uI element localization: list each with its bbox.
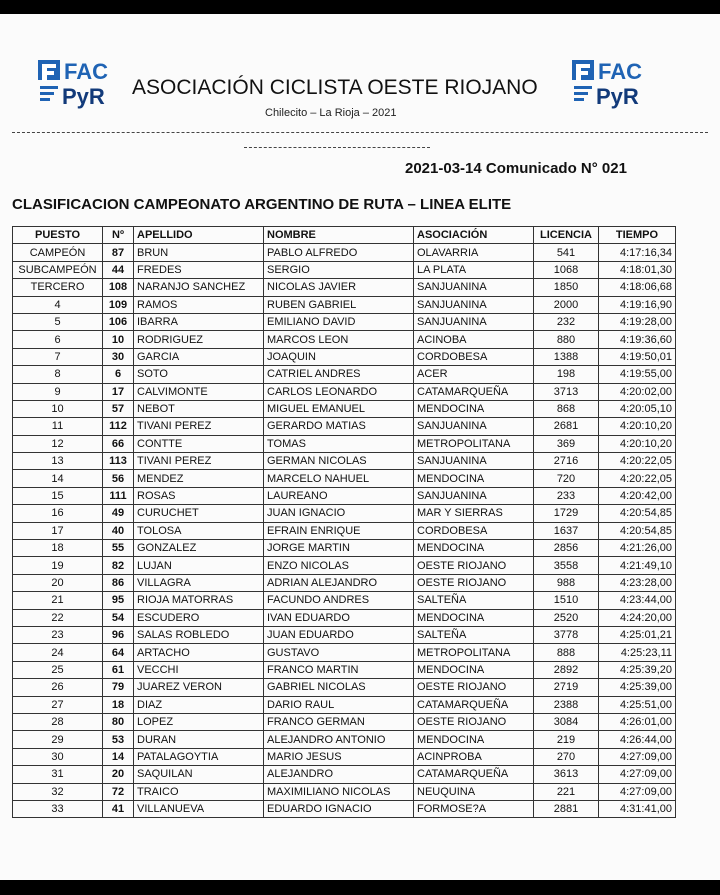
licencia-cell: 988	[534, 574, 599, 591]
tiempo-cell: 4:18:01,30	[599, 261, 676, 278]
puesto-cell: 29	[13, 731, 103, 748]
puesto-cell: 21	[13, 592, 103, 609]
nombre-cell: IVAN EDUARDO	[264, 609, 414, 626]
table-row	[13, 661, 676, 678]
asociacion-cell: CORDOBESA	[414, 348, 534, 365]
licencia-cell: 720	[534, 470, 599, 487]
tiempo-cell: 4:20:02,00	[599, 383, 676, 400]
table-row	[13, 679, 676, 696]
apellido-cell: NEBOT	[134, 400, 264, 417]
numero-cell: 86	[103, 574, 134, 591]
logo-top-text: FAC	[64, 59, 108, 84]
nombre-cell: GUSTAVO	[264, 644, 414, 661]
apellido-cell: LUJAN	[134, 557, 264, 574]
table-row	[13, 713, 676, 730]
licencia-cell: 2681	[534, 418, 599, 435]
licencia-cell: 3558	[534, 557, 599, 574]
licencia-cell: 221	[534, 783, 599, 800]
divider-line-short	[244, 147, 430, 148]
tiempo-cell: 4:25:39,00	[599, 679, 676, 696]
fac-pyr-logo-left	[36, 52, 126, 110]
puesto-cell: 11	[13, 418, 103, 435]
licencia-cell: 3778	[534, 626, 599, 643]
table-row	[13, 696, 676, 713]
apellido-cell: CALVIMONTE	[134, 383, 264, 400]
licencia-cell: 541	[534, 244, 599, 261]
asociacion-cell: ACINOBA	[414, 331, 534, 348]
apellido-cell: VECCHI	[134, 661, 264, 678]
numero-cell: 55	[103, 540, 134, 557]
asociacion-cell: ACER	[414, 366, 534, 383]
licencia-cell: 2388	[534, 696, 599, 713]
tiempo-cell: 4:27:09,00	[599, 748, 676, 765]
table-row	[13, 418, 676, 435]
nombre-cell: GERARDO MATIAS	[264, 418, 414, 435]
table-row	[13, 800, 676, 817]
apellido-cell: IBARRA	[134, 313, 264, 330]
nombre-cell: MARIO JESUS	[264, 748, 414, 765]
asociacion-cell: MENDOCINA	[414, 731, 534, 748]
numero-cell: 109	[103, 296, 134, 313]
licencia-cell: 3084	[534, 713, 599, 730]
tiempo-cell: 4:23:28,00	[599, 574, 676, 591]
numero-cell: 112	[103, 418, 134, 435]
numero-cell: 111	[103, 487, 134, 504]
licencia-cell: 888	[534, 644, 599, 661]
puesto-cell: 33	[13, 800, 103, 817]
table-row	[13, 731, 676, 748]
table-row	[13, 540, 676, 557]
apellido-cell: VILLANUEVA	[134, 800, 264, 817]
logo-bottom-text: PyR	[596, 84, 639, 109]
nombre-cell: CATRIEL ANDRES	[264, 366, 414, 383]
table-row	[13, 313, 676, 330]
table-row	[13, 505, 676, 522]
numero-cell: 20	[103, 766, 134, 783]
tiempo-cell: 4:25:23,11	[599, 644, 676, 661]
licencia-cell: 1068	[534, 261, 599, 278]
puesto-cell: 32	[13, 783, 103, 800]
numero-cell: 14	[103, 748, 134, 765]
apellido-cell: DURAN	[134, 731, 264, 748]
comunicado-number: 2021-03-14 Comunicado N° 021	[405, 160, 627, 177]
apellido-cell: JUAREZ VERON	[134, 679, 264, 696]
asociacion-cell: SANJUANINA	[414, 296, 534, 313]
numero-cell: 82	[103, 557, 134, 574]
apellido-cell: RAMOS	[134, 296, 264, 313]
puesto-cell: CAMPEÓN	[13, 244, 103, 261]
nombre-cell: GABRIEL NICOLAS	[264, 679, 414, 696]
licencia-cell: 219	[534, 731, 599, 748]
licencia-cell: 198	[534, 366, 599, 383]
licencia-cell: 270	[534, 748, 599, 765]
tiempo-cell: 4:20:42,00	[599, 487, 676, 504]
licencia-cell: 2520	[534, 609, 599, 626]
table-row	[13, 574, 676, 591]
apellido-cell: ARTACHO	[134, 644, 264, 661]
classification-heading: CLASIFICACION CAMPEONATO ARGENTINO DE RUTA – LINEA ELITE	[12, 196, 512, 213]
nombre-cell: FACUNDO ANDRES	[264, 592, 414, 609]
col-header-numero: Nº	[103, 227, 134, 244]
apellido-cell: TOLOSA	[134, 522, 264, 539]
tiempo-cell: 4:27:09,00	[599, 766, 676, 783]
document-page	[0, 14, 720, 880]
nombre-cell: JOAQUIN	[264, 348, 414, 365]
asociacion-cell: NEUQUINA	[414, 783, 534, 800]
licencia-cell: 1510	[534, 592, 599, 609]
numero-cell: 64	[103, 644, 134, 661]
puesto-cell: 16	[13, 505, 103, 522]
tiempo-cell: 4:25:51,00	[599, 696, 676, 713]
puesto-cell: 28	[13, 713, 103, 730]
asociacion-cell: SANJUANINA	[414, 279, 534, 296]
apellido-cell: ESCUDERO	[134, 609, 264, 626]
table-row	[13, 453, 676, 470]
col-header-licencia: LICENCIA	[534, 227, 599, 244]
apellido-cell: SALAS ROBLEDO	[134, 626, 264, 643]
numero-cell: 30	[103, 348, 134, 365]
numero-cell: 6	[103, 366, 134, 383]
table-row	[13, 487, 676, 504]
results-table	[12, 226, 676, 818]
puesto-cell: 13	[13, 453, 103, 470]
numero-cell: 57	[103, 400, 134, 417]
numero-cell: 108	[103, 279, 134, 296]
nombre-cell: ALEJANDRO	[264, 766, 414, 783]
puesto-cell: 5	[13, 313, 103, 330]
tiempo-cell: 4:18:06,68	[599, 279, 676, 296]
licencia-cell: 2856	[534, 540, 599, 557]
puesto-cell: 31	[13, 766, 103, 783]
asociacion-cell: CATAMARQUEÑA	[414, 766, 534, 783]
table-row	[13, 383, 676, 400]
nombre-cell: TOMAS	[264, 435, 414, 452]
apellido-cell: PATALAGOYTIA	[134, 748, 264, 765]
licencia-cell: 3713	[534, 383, 599, 400]
numero-cell: 10	[103, 331, 134, 348]
tiempo-cell: 4:21:26,00	[599, 540, 676, 557]
puesto-cell: 26	[13, 679, 103, 696]
puesto-cell: 19	[13, 557, 103, 574]
nombre-cell: GERMAN NICOLAS	[264, 453, 414, 470]
licencia-cell: 2892	[534, 661, 599, 678]
numero-cell: 54	[103, 609, 134, 626]
table-row	[13, 626, 676, 643]
tiempo-cell: 4:26:01,00	[599, 713, 676, 730]
apellido-cell: TIVANI PEREZ	[134, 453, 264, 470]
licencia-cell: 2716	[534, 453, 599, 470]
puesto-cell: 25	[13, 661, 103, 678]
nombre-cell: MARCELO NAHUEL	[264, 470, 414, 487]
numero-cell: 87	[103, 244, 134, 261]
table-row	[13, 609, 676, 626]
asociacion-cell: CATAMARQUEÑA	[414, 383, 534, 400]
asociacion-cell: MENDOCINA	[414, 661, 534, 678]
nombre-cell: MAXIMILIANO NICOLAS	[264, 783, 414, 800]
apellido-cell: CURUCHET	[134, 505, 264, 522]
apellido-cell: FREDES	[134, 261, 264, 278]
puesto-cell: 4	[13, 296, 103, 313]
puesto-cell: 20	[13, 574, 103, 591]
apellido-cell: GONZALEZ	[134, 540, 264, 557]
licencia-cell: 2000	[534, 296, 599, 313]
asociacion-cell: OESTE RIOJANO	[414, 679, 534, 696]
apellido-cell: BRUN	[134, 244, 264, 261]
tiempo-cell: 4:19:55,00	[599, 366, 676, 383]
licencia-cell: 1388	[534, 348, 599, 365]
tiempo-cell: 4:20:22,05	[599, 470, 676, 487]
licencia-cell: 232	[534, 313, 599, 330]
apellido-cell: SOTO	[134, 366, 264, 383]
tiempo-cell: 4:20:10,20	[599, 418, 676, 435]
table-row	[13, 766, 676, 783]
asociacion-cell: SALTEÑA	[414, 592, 534, 609]
numero-cell: 106	[103, 313, 134, 330]
asociacion-cell: LA PLATA	[414, 261, 534, 278]
apellido-cell: NARANJO SANCHEZ	[134, 279, 264, 296]
puesto-cell: 10	[13, 400, 103, 417]
nombre-cell: CARLOS LEONARDO	[264, 383, 414, 400]
asociacion-cell: CATAMARQUEÑA	[414, 696, 534, 713]
numero-cell: 44	[103, 261, 134, 278]
apellido-cell: VILLAGRA	[134, 574, 264, 591]
asociacion-cell: MENDOCINA	[414, 400, 534, 417]
asociacion-cell: METROPOLITANA	[414, 435, 534, 452]
apellido-cell: CONTTE	[134, 435, 264, 452]
tiempo-cell: 4:20:05,10	[599, 400, 676, 417]
licencia-cell: 233	[534, 487, 599, 504]
col-header-asociacion: ASOCIACIÓN	[414, 227, 534, 244]
table-row	[13, 331, 676, 348]
tiempo-cell: 4:19:16,90	[599, 296, 676, 313]
licencia-cell: 3613	[534, 766, 599, 783]
licencia-cell: 1637	[534, 522, 599, 539]
nombre-cell: NICOLAS JAVIER	[264, 279, 414, 296]
table-row	[13, 592, 676, 609]
divider-line	[12, 132, 708, 133]
numero-cell: 79	[103, 679, 134, 696]
table-row	[13, 244, 676, 261]
numero-cell: 113	[103, 453, 134, 470]
asociacion-cell: SANJUANINA	[414, 313, 534, 330]
numero-cell: 96	[103, 626, 134, 643]
table-header-row	[13, 227, 676, 244]
nombre-cell: FRANCO GERMAN	[264, 713, 414, 730]
asociacion-cell: OESTE RIOJANO	[414, 557, 534, 574]
apellido-cell: RIOJA MATORRAS	[134, 592, 264, 609]
numero-cell: 53	[103, 731, 134, 748]
apellido-cell: TRAICO	[134, 783, 264, 800]
nombre-cell: EMILIANO DAVID	[264, 313, 414, 330]
asociacion-cell: MENDOCINA	[414, 609, 534, 626]
puesto-cell: 24	[13, 644, 103, 661]
nombre-cell: EDUARDO IGNACIO	[264, 800, 414, 817]
asociacion-cell: MAR Y SIERRAS	[414, 505, 534, 522]
nombre-cell: PABLO ALFREDO	[264, 244, 414, 261]
tiempo-cell: 4:20:54,85	[599, 505, 676, 522]
numero-cell: 66	[103, 435, 134, 452]
col-header-apellido: APELLIDO	[134, 227, 264, 244]
nombre-cell: FRANCO MARTIN	[264, 661, 414, 678]
asociacion-cell: SANJUANINA	[414, 418, 534, 435]
puesto-cell: 9	[13, 383, 103, 400]
asociacion-cell: OESTE RIOJANO	[414, 574, 534, 591]
col-header-nombre: NOMBRE	[264, 227, 414, 244]
nombre-cell: LAUREANO	[264, 487, 414, 504]
asociacion-cell: SANJUANINA	[414, 453, 534, 470]
licencia-cell: 868	[534, 400, 599, 417]
table-row	[13, 748, 676, 765]
nombre-cell: DARIO RAUL	[264, 696, 414, 713]
apellido-cell: DIAZ	[134, 696, 264, 713]
puesto-cell: 7	[13, 348, 103, 365]
tiempo-cell: 4:20:22,05	[599, 453, 676, 470]
asociacion-cell: OESTE RIOJANO	[414, 713, 534, 730]
puesto-cell: 27	[13, 696, 103, 713]
nombre-cell: EFRAIN ENRIQUE	[264, 522, 414, 539]
puesto-cell: 14	[13, 470, 103, 487]
tiempo-cell: 4:19:36,60	[599, 331, 676, 348]
table-row	[13, 470, 676, 487]
apellido-cell: GARCIA	[134, 348, 264, 365]
puesto-cell: 23	[13, 626, 103, 643]
tiempo-cell: 4:19:50,01	[599, 348, 676, 365]
tiempo-cell: 4:27:09,00	[599, 783, 676, 800]
fac-pyr-logo-right	[570, 52, 660, 110]
col-header-puesto: PUESTO	[13, 227, 103, 244]
licencia-cell: 369	[534, 435, 599, 452]
nombre-cell: ALEJANDRO ANTONIO	[264, 731, 414, 748]
apellido-cell: LOPEZ	[134, 713, 264, 730]
numero-cell: 17	[103, 383, 134, 400]
apellido-cell: RODRIGUEZ	[134, 331, 264, 348]
association-title: ASOCIACIÓN CICLISTA OESTE RIOJANO	[132, 76, 538, 99]
apellido-cell: TIVANI PEREZ	[134, 418, 264, 435]
table-row	[13, 366, 676, 383]
licencia-cell: 2881	[534, 800, 599, 817]
numero-cell: 18	[103, 696, 134, 713]
apellido-cell: ROSAS	[134, 487, 264, 504]
puesto-cell: 22	[13, 609, 103, 626]
puesto-cell: 8	[13, 366, 103, 383]
puesto-cell: 30	[13, 748, 103, 765]
table-row	[13, 348, 676, 365]
numero-cell: 61	[103, 661, 134, 678]
licencia-cell: 880	[534, 331, 599, 348]
table-row	[13, 279, 676, 296]
puesto-cell: 6	[13, 331, 103, 348]
table-row	[13, 644, 676, 661]
tiempo-cell: 4:24:20,00	[599, 609, 676, 626]
tiempo-cell: 4:21:49,10	[599, 557, 676, 574]
table-row	[13, 557, 676, 574]
numero-cell: 40	[103, 522, 134, 539]
table-row	[13, 296, 676, 313]
nombre-cell: JUAN EDUARDO	[264, 626, 414, 643]
numero-cell: 41	[103, 800, 134, 817]
tiempo-cell: 4:17:16,34	[599, 244, 676, 261]
tiempo-cell: 4:23:44,00	[599, 592, 676, 609]
asociacion-cell: SALTEÑA	[414, 626, 534, 643]
puesto-cell: 17	[13, 522, 103, 539]
apellido-cell: SAQUILAN	[134, 766, 264, 783]
asociacion-cell: SANJUANINA	[414, 487, 534, 504]
tiempo-cell: 4:26:44,00	[599, 731, 676, 748]
asociacion-cell: MENDOCINA	[414, 540, 534, 557]
asociacion-cell: FORMOSE?A	[414, 800, 534, 817]
asociacion-cell: CORDOBESA	[414, 522, 534, 539]
nombre-cell: ENZO NICOLAS	[264, 557, 414, 574]
tiempo-cell: 4:25:01,21	[599, 626, 676, 643]
numero-cell: 49	[103, 505, 134, 522]
puesto-cell: 12	[13, 435, 103, 452]
numero-cell: 80	[103, 713, 134, 730]
tiempo-cell: 4:25:39,20	[599, 661, 676, 678]
licencia-cell: 1729	[534, 505, 599, 522]
asociacion-cell: MENDOCINA	[414, 470, 534, 487]
numero-cell: 56	[103, 470, 134, 487]
tiempo-cell: 4:31:41,00	[599, 800, 676, 817]
table-row	[13, 400, 676, 417]
licencia-cell: 1850	[534, 279, 599, 296]
asociacion-cell: METROPOLITANA	[414, 644, 534, 661]
table-body	[13, 244, 676, 818]
table-row	[13, 435, 676, 452]
nombre-cell: ADRIAN ALEJANDRO	[264, 574, 414, 591]
licencia-cell: 2719	[534, 679, 599, 696]
numero-cell: 72	[103, 783, 134, 800]
tiempo-cell: 4:20:10,20	[599, 435, 676, 452]
tiempo-cell: 4:20:54,85	[599, 522, 676, 539]
asociacion-cell: OLAVARRIA	[414, 244, 534, 261]
table-row	[13, 261, 676, 278]
tiempo-cell: 4:19:28,00	[599, 313, 676, 330]
table-row	[13, 783, 676, 800]
nombre-cell: MARCOS LEON	[264, 331, 414, 348]
location-subtitle: Chilecito – La Rioja – 2021	[265, 107, 397, 119]
numero-cell: 95	[103, 592, 134, 609]
puesto-cell: SUBCAMPEÓN	[13, 261, 103, 278]
puesto-cell: 18	[13, 540, 103, 557]
puesto-cell: TERCERO	[13, 279, 103, 296]
nombre-cell: MIGUEL EMANUEL	[264, 400, 414, 417]
asociacion-cell: ACINPROBA	[414, 748, 534, 765]
nombre-cell: JUAN IGNACIO	[264, 505, 414, 522]
nombre-cell: SERGIO	[264, 261, 414, 278]
apellido-cell: MENDEZ	[134, 470, 264, 487]
logo-top-text: FAC	[598, 59, 642, 84]
col-header-tiempo: TIEMPO	[599, 227, 676, 244]
logo-bottom-text: PyR	[62, 84, 105, 109]
puesto-cell: 15	[13, 487, 103, 504]
table-row	[13, 522, 676, 539]
nombre-cell: RUBEN GABRIEL	[264, 296, 414, 313]
nombre-cell: JORGE MARTIN	[264, 540, 414, 557]
